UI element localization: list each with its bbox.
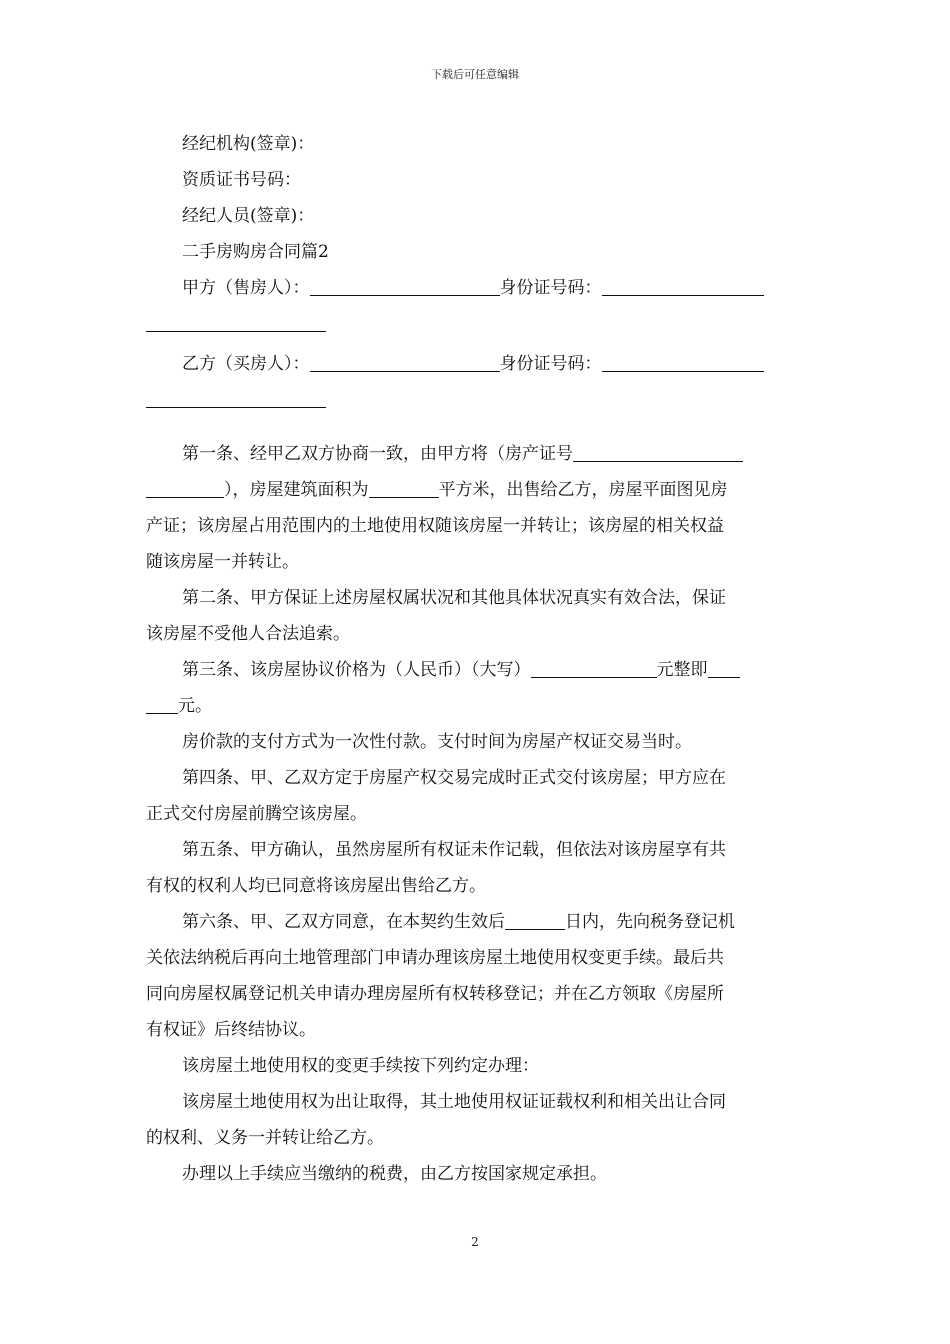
area-blank	[369, 477, 439, 498]
tax-line: 办理以上手续应当缴纳的税费，由乙方按国家规定承担。	[182, 1164, 607, 1184]
article-5-line-1: 第五条、甲方确认，虽然房屋所有权证未作记载，但依法对该房屋享有共	[182, 840, 726, 860]
property-cert-blank	[573, 441, 743, 462]
party-a-id-blank	[602, 275, 764, 296]
article-2-line-1: 第二条、甲方保证上述房屋权属状况和其他具体状况真实有效合法，保证	[182, 588, 726, 608]
party-b-id-blank-cont	[146, 382, 806, 418]
party-b-name-blank	[310, 351, 500, 372]
article-1-line-2: ），房屋建筑面积为 平方米，出售给乙方，房屋平面图见房	[146, 472, 806, 508]
party-a-line	[146, 270, 806, 306]
article-4-line-1: 第四条、甲、乙双方定于房屋产权交易完成时正式交付该房屋；甲方应在	[182, 768, 726, 788]
document-body	[146, 126, 806, 1192]
price-words-blank	[531, 657, 657, 678]
agent-seal-line: 经纪人员(签章)：	[182, 206, 315, 226]
party-b-id-blank	[602, 351, 764, 372]
land-procedure-line: 该房屋土地使用权的变更手续按下列约定办理：	[182, 1056, 539, 1076]
article-6-line-2: 关依法纳税后再向土地管理部门申请办理该房屋土地使用权变更手续。最后共	[146, 948, 724, 968]
article-1-line-3: 产证；该房屋占用范围内的土地使用权随该房屋一并转让；该房屋的相关权益	[146, 516, 724, 536]
article-5-line-2: 有权的权利人均已同意将该房屋出售给乙方。	[146, 876, 486, 896]
article-6-line-1: 第六条、甲、乙双方同意，在本契约生效后 日内，先向税务登记机	[146, 904, 806, 940]
party-a-id-label: 身份证号码：	[499, 278, 602, 298]
page-number: 2	[471, 1235, 479, 1249]
article-6-line-3: 同向房屋权属登记机关申请办理房屋所有权转移登记；并在乙方领取《房屋所	[146, 984, 724, 1004]
article-3-line-2: 元。	[146, 688, 806, 724]
land-right-line-2: 的权利、义务一并转让给乙方。	[146, 1128, 384, 1148]
article-1-line-4: 随该房屋一并转让。	[146, 552, 299, 572]
party-b-label: 乙方（买房人）：	[182, 354, 310, 374]
article-4-line-2: 正式交付房屋前腾空该房屋。	[146, 804, 367, 824]
party-b-id-label: 身份证号码：	[499, 354, 602, 374]
agency-seal-line: 经纪机构(签章)：	[182, 134, 315, 154]
price-number-blank	[708, 657, 740, 678]
page-header: 下载后可任意编辑	[431, 68, 519, 81]
party-a-label: 甲方（售房人）：	[182, 278, 310, 298]
party-b-line	[146, 346, 806, 382]
article-3-line-1: 第三条、该房屋协议价格为（人民币）（大写） 元整即	[146, 652, 806, 688]
party-a-name-blank	[310, 275, 500, 296]
certificate-number-line: 资质证书号码：	[182, 170, 301, 190]
contract-title: 二手房购房合同篇2	[182, 242, 329, 262]
payment-line: 房价款的支付方式为一次性付款。支付时间为房屋产权证交易当时。	[182, 732, 692, 752]
land-right-line-1: 该房屋土地使用权为出让取得，其土地使用权证证载权利和相关出让合同	[182, 1092, 726, 1112]
party-a-id-blank-cont	[146, 306, 806, 342]
days-blank	[505, 909, 565, 930]
article-2-line-2: 该房屋不受他人合法追索。	[146, 624, 350, 644]
article-6-line-4: 有权证》后终结协议。	[146, 1020, 316, 1040]
article-1-line-1: 第一条、经甲乙双方协商一致，由甲方将（房产证号	[146, 436, 806, 472]
